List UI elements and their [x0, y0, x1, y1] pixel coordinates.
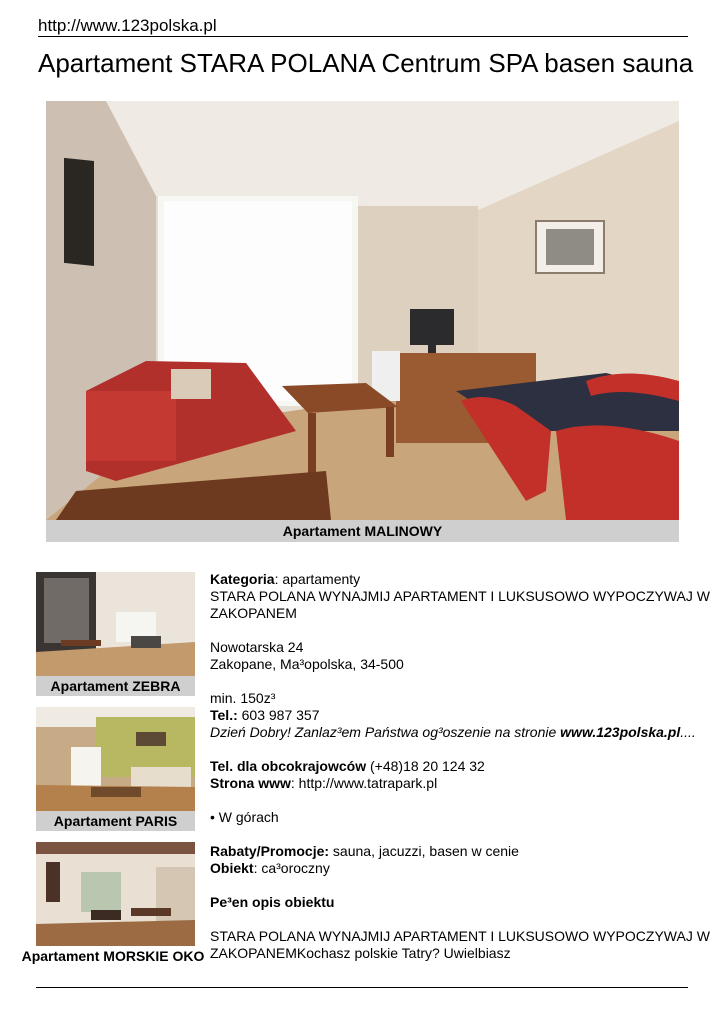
- category-value: : apartamenty: [274, 571, 361, 587]
- location-bullet: • W górach: [210, 809, 279, 825]
- thumbnail-morskie-oko-photo[interactable]: [36, 842, 195, 946]
- listing-slogan: STARA POLANA WYNAJMIJ APARTAMENT I LUKSUSOWO WYPOCZYWAJ W ZAKOPANEM: [210, 588, 710, 621]
- full-description-text: STARA POLANA WYNAJMIJ APARTAMENT I LUKSUSOWO WYPOCZYWAJ W ZAKOPANEMKochasz polskie Tatry? Uwielbiasz: [210, 928, 710, 961]
- thumbnail-zebra-photo[interactable]: [36, 572, 195, 676]
- foreign-phone-label: Tel. dla obcokrajowców: [210, 758, 367, 774]
- greeting-site-link[interactable]: www.123polska.pl: [560, 724, 681, 740]
- phone-value[interactable]: 603 987 357: [237, 707, 320, 723]
- website-link[interactable]: : http://www.tatrapark.pl: [290, 775, 438, 791]
- object-value: : ca³oroczny: [253, 860, 330, 876]
- site-url[interactable]: http://www.123polska.pl: [38, 16, 688, 37]
- full-description-heading: Pe³en opis obiektu: [210, 894, 335, 910]
- bottom-divider: [36, 987, 688, 988]
- page-title: Apartament STARA POLANA Centrum SPA basen sauna: [38, 48, 694, 78]
- greeting-text: Dzień Dobry! Zanlaz³em Państwa og³oszenie na stronie: [210, 724, 561, 740]
- promotions-label: Rabaty/Promocje:: [210, 843, 330, 859]
- greeting-end: ....: [680, 724, 696, 740]
- thumbnail-paris-caption[interactable]: Apartament PARIS: [36, 811, 195, 831]
- phone-label: Tel.:: [210, 707, 238, 723]
- foreign-phone-value[interactable]: (+48)18 20 124 32: [366, 758, 485, 774]
- address-city: Zakopane, Ma³opolska, 34-500: [210, 656, 404, 672]
- thumbnail-paris-photo[interactable]: [36, 707, 195, 811]
- thumbnail-morskie-oko-caption[interactable]: Apartament MORSKIE OKO: [21, 948, 205, 964]
- object-label: Obiekt: [210, 860, 254, 876]
- address-street: Nowotarska 24: [210, 639, 304, 655]
- category-label: Kategoria: [210, 571, 275, 587]
- promotions-value: sauna, jacuzzi, basen w cenie: [329, 843, 519, 859]
- website-label: Strona www: [210, 775, 291, 791]
- area-info: min. 150z³: [210, 690, 276, 706]
- thumbnail-zebra-caption[interactable]: Apartament ZEBRA: [36, 676, 195, 696]
- main-photo-caption: Apartament MALINOWY: [46, 520, 679, 542]
- listing-details: [210, 571, 710, 962]
- main-apartment-photo: [46, 101, 679, 520]
